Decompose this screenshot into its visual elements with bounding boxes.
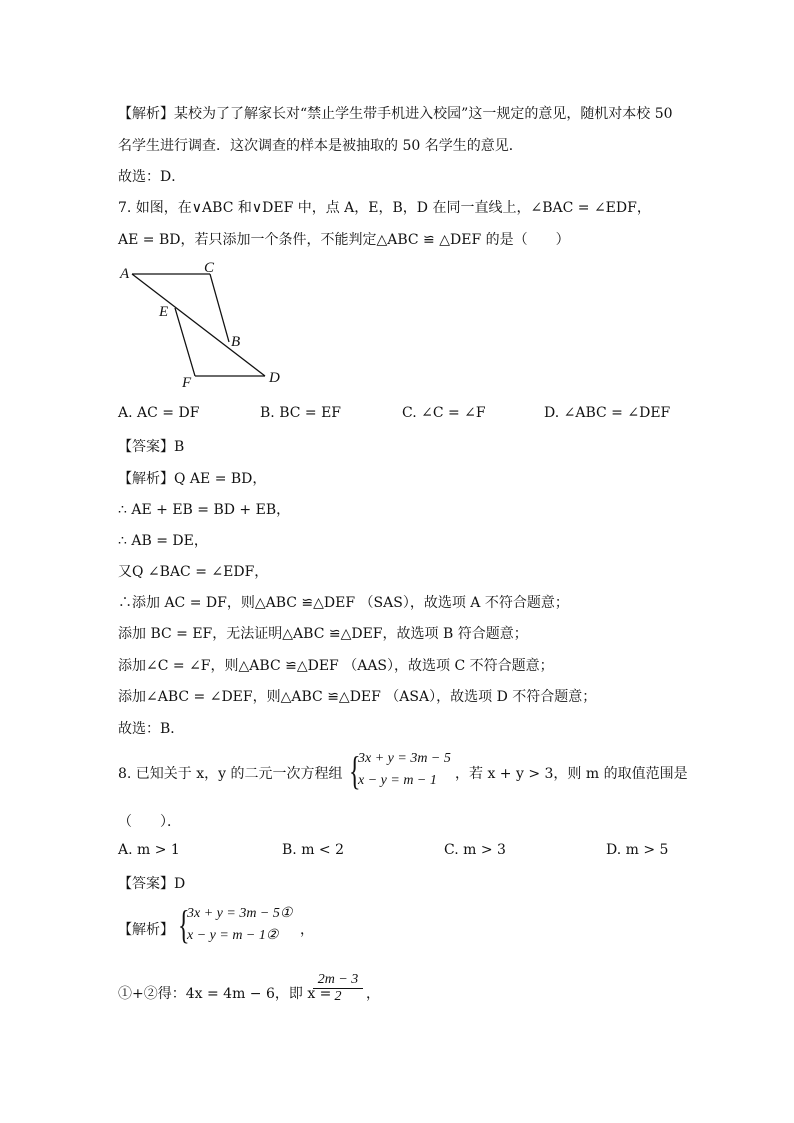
solution-step-8: 添加∠ABC = ∠DEF，则△ABC ≌△DEF （ASA），故选项 D 不符合题意； <box>118 689 597 705</box>
comma: ， <box>366 986 380 1002</box>
equation-system-numbered <box>178 902 303 949</box>
q8-option-b: B. m < 2 <box>282 842 345 858</box>
q8-option-c: C. m > 3 <box>444 842 506 858</box>
question-7-stem-line1: 7. 如图，在∨ABC 和∨DEF 中，点 A，E，B，D 在同一直线上，∠BAC = ∠EDF， <box>118 200 651 216</box>
solution-step-5: ∴添加 AC = DF，则△ABC ≌△DEF （SAS），故选项 A 不符合题意； <box>118 595 569 611</box>
solution-step-2: ∴ AE + EB = BD + EB， <box>118 502 291 518</box>
brace-icon: { <box>178 902 190 947</box>
q7-option-c: C. ∠C = ∠F <box>402 405 486 421</box>
solution-step-1: 【解析】Q AE = BD， <box>118 471 267 487</box>
solution-step-4: 又Q ∠BAC = ∠EDF， <box>118 564 269 580</box>
analysis-text-q6-line2: 名学生进行调查．这次调查的样本是被抽取的 50 名学生的意见． <box>118 138 523 154</box>
equation-row-1: 3x + y = 3m − 5① <box>187 906 293 921</box>
choice-q6: 故选：D． <box>118 169 186 185</box>
question-8-stem-suffix: ，若 x + y > 3，则 m 的取值范围是 <box>455 766 688 782</box>
analysis-label-q8: 【解析】 <box>118 922 174 938</box>
q8-option-d: D. m > 5 <box>606 842 669 858</box>
question-8-blank: （ ）． <box>118 814 181 830</box>
label-E: E <box>159 304 169 320</box>
solution-step-sum: ①+②得：4x = 4m − 6，即 x = <box>118 986 332 1002</box>
equation-row-2: x − y = m − 1 <box>358 773 437 788</box>
segment-EF <box>175 308 195 376</box>
label-A: A <box>120 266 130 282</box>
segment-CB <box>210 274 229 342</box>
comma: ， <box>300 922 314 938</box>
q8-option-a: A. m > 1 <box>118 842 180 858</box>
q7-option-b: B. BC = EF <box>260 405 342 421</box>
fraction-denominator: 2 <box>334 989 342 1004</box>
brace-icon: { <box>349 748 361 793</box>
label-F: F <box>182 375 192 391</box>
equation-row-1: 3x + y = 3m − 5 <box>358 751 451 766</box>
question-8-stem-prefix: 8. 已知关于 x，y 的二元一次方程组 <box>118 766 343 782</box>
equation-row-2: x − y = m − 1② <box>187 928 279 943</box>
question-7-stem-line2: AE = BD，若只添加一个条件，不能判定△ABC ≌ △DEF 的是（ ） <box>118 232 570 248</box>
analysis-text-q6-line1: 【解析】某校为了了解家长对“禁止学生带手机进入校园”这一规定的意见，随机对本校 50 <box>118 106 673 122</box>
solution-step-3: ∴ AB = DE， <box>118 533 208 549</box>
answer-q7: 【答案】B <box>118 439 185 455</box>
solution-step-6: 添加 BC = EF，无法证明△ABC ≌△DEF，故选项 B 符合题意； <box>118 626 528 642</box>
fraction-x <box>313 972 363 1005</box>
q7-option-d: D. ∠ABC = ∠DEF <box>544 405 671 421</box>
label-B: B <box>231 334 241 350</box>
solution-step-7: 添加∠C = ∠F，则△ABC ≌△DEF （AAS），故选项 C 不符合题意； <box>118 658 554 674</box>
segment-AD <box>132 274 265 376</box>
geometry-figure <box>118 258 298 393</box>
q7-option-a: A. AC = DF <box>118 405 200 421</box>
label-D: D <box>269 370 280 386</box>
fraction-numerator: 2m − 3 <box>313 972 363 989</box>
equation-system <box>349 748 459 795</box>
answer-q8: 【答案】D <box>118 876 186 892</box>
choice-q7: 故选：B． <box>118 721 185 737</box>
label-C: C <box>204 260 215 276</box>
